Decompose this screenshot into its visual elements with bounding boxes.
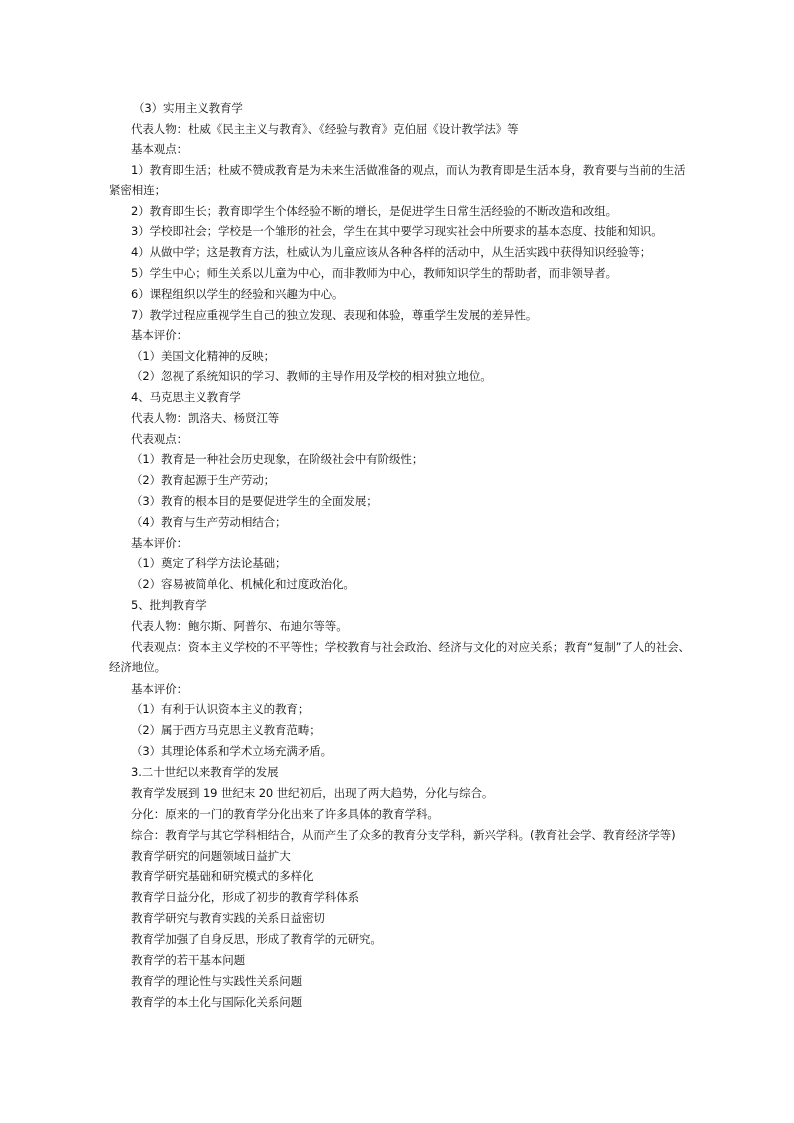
- text-line: 代表人物：鲍尔斯、阿普尔、布迪尔等等。: [131, 619, 348, 633]
- text-line: 教育学日益分化，形成了初步的教育学科体系: [131, 890, 359, 904]
- text-line: 3）学校即社会；学校是一个雏形的社会，学生在其中要学习现实社会中所要求的基本态度、技能和知识。: [131, 224, 663, 238]
- text-line: 教育学研究与教育实践的关系日益密切: [131, 911, 325, 925]
- text-line: （1）美国文化精神的反映；: [131, 349, 276, 363]
- text-line: 1）教育即生活；杜威不赞成教育是为未来生活做准备的观点，而认为教育即是生活本身，教育要与当前的生活: [131, 163, 686, 177]
- text-line: 分化：原来的一门的教育学分化出来了许多具体的教育学科。: [131, 807, 439, 821]
- text-line: （1）奠定了科学方法论基础；: [131, 556, 287, 570]
- text-line: （2）忽视了系统知识的学习、教师的主导作用及学校的相对独立地位。: [131, 369, 492, 383]
- text-line: （2）属于西方马克思主义教育范畴；: [131, 723, 321, 737]
- text-line: （2）教育起源于生产劳动；: [131, 473, 276, 487]
- text-line: 基本评价：: [131, 536, 188, 550]
- text-line: 7）教学过程应重视学生自己的独立发现、表现和体验，尊重学生发展的差异性。: [131, 308, 538, 322]
- text-line: 综合：教育学与其它学科相结合，从而产生了众多的教育分支学科，新兴学科。(教育社会学、教育经济学等): [131, 828, 676, 842]
- text-line: 教育学的若干基本问题: [131, 953, 245, 967]
- text-line: （3）教育的根本目的是要促进学生的全面发展；: [131, 494, 378, 508]
- text-line: 教育学的理论性与实践性关系问题: [131, 974, 302, 988]
- text-line: （1）有利于认识资本主义的教育；: [131, 702, 310, 716]
- text-line: （2）容易被简单化、机械化和过度政治化。: [131, 577, 355, 591]
- text-line: 基本评价：: [131, 328, 188, 342]
- text-line: 教育学加强了自身反思，形成了教育学的元研究。: [131, 932, 382, 946]
- text-line: 教育学研究基础和研究模式的多样化: [131, 869, 314, 883]
- text-line: 代表观点：: [131, 432, 188, 446]
- text-line: 教育学研究的问题领域日益扩大: [131, 849, 291, 863]
- section-heading: 3.二十世纪以来教育学的发展: [131, 765, 279, 779]
- text-line: 代表观点：资本主义学校的不平等性；学校教育与社会政治、经济与文化的对应关系；教育“复制”了人的社会、: [131, 640, 690, 654]
- section-heading: 4、马克思主义教育学: [131, 390, 241, 404]
- text-line: （1）教育是一种社会历史现象，在阶级社会中有阶级性；: [131, 452, 424, 466]
- text-line: 5）学生中心；师生关系以儿童为中心，而非教师为中心，教师知识学生的帮助者，而非领导者。: [131, 266, 618, 280]
- text-line: 经济地位。: [109, 660, 166, 674]
- section-heading: （3）实用主义教育学: [133, 101, 243, 115]
- text-line: 基本观点：: [131, 142, 188, 156]
- text-line: 教育学的本土化与国际化关系问题: [131, 995, 302, 1009]
- text-line: （4）教育与生产劳动相结合；: [131, 515, 287, 529]
- section-heading: 5、批判教育学: [131, 598, 207, 612]
- text-line: 代表人物：凯洛夫、杨贤江等: [131, 411, 280, 425]
- text-line: 紧密相连；: [109, 183, 166, 197]
- text-line: 2）教育即生长；教育即学生个体经验不断的增长，是促进学生日常生活经验的不断改造和改组。: [131, 204, 618, 218]
- text-line: （3）其理论体系和学术立场充满矛盾。: [131, 744, 333, 758]
- text-line: 教育学发展到 19 世纪末 20 世纪初后，出现了两大趋势，分化与综合。: [131, 786, 494, 800]
- text-line: 基本评价：: [131, 682, 188, 696]
- text-line: 代表人物：杜威《民主主义与教育》、《经验与教育》克伯屈《设计教学法》等: [131, 122, 519, 136]
- text-line: 6）课程组织以学生的经验和兴趣为中心。: [131, 287, 344, 301]
- text-line: 4）从做中学；这是教育方法，杜威认为儿童应该从各种各样的活动中，从生活实践中获得知识经验等；: [131, 245, 652, 259]
